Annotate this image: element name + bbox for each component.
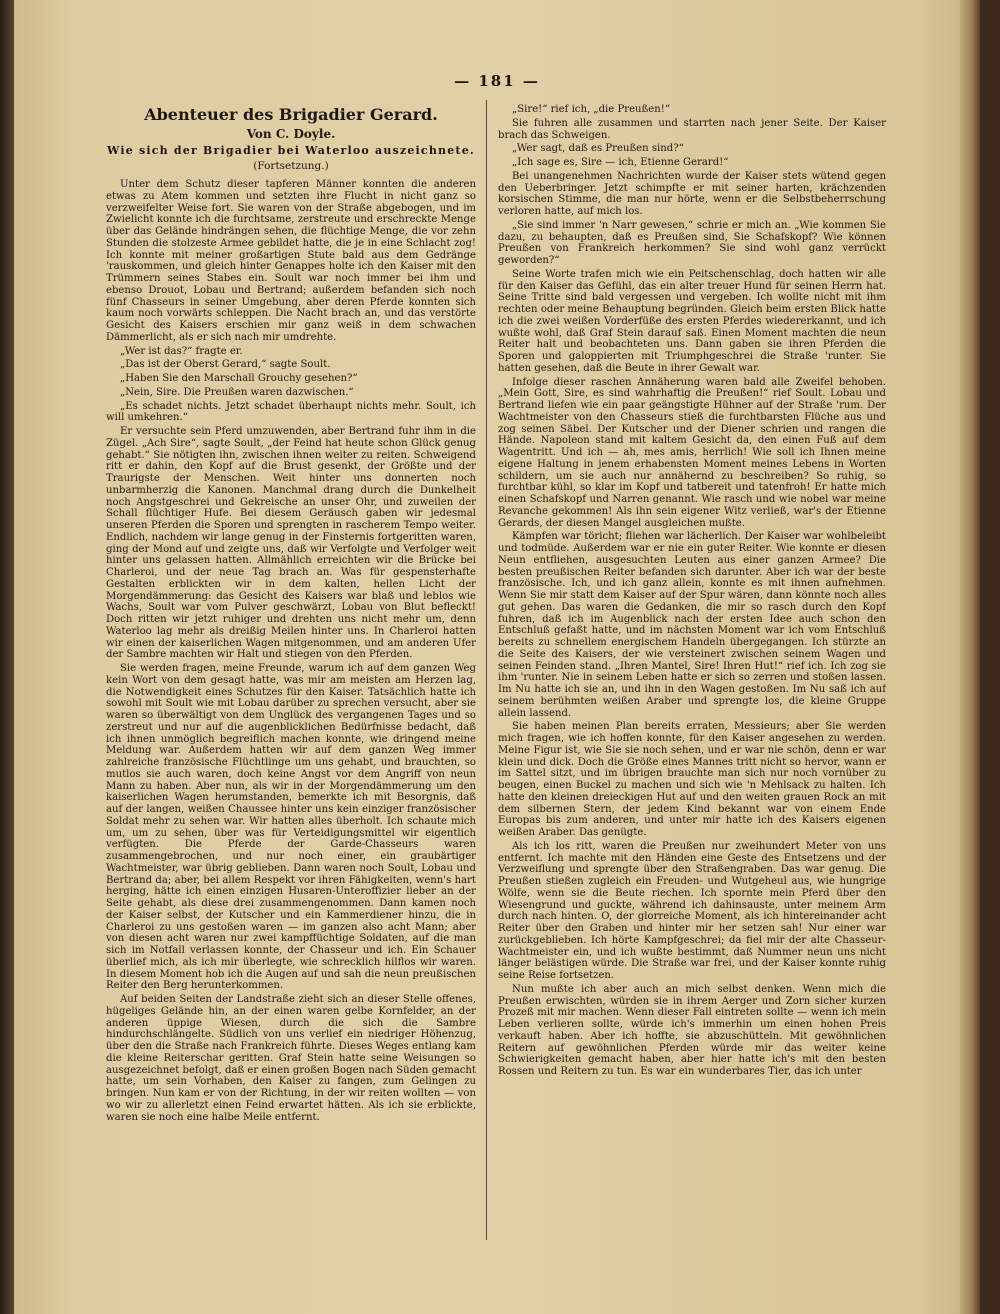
paragraph: „Wer sagt, daß es Preußen sind?“ [512, 143, 684, 155]
paragraph: „Sie sind immer 'n Narr gewesen,“ schrie er mich an. „Wie kommen Sie dazu, zu behaupten, daß es Preußen sind, Sie Schafskopf? Wie können Preußen von Frankreich herkommen? Sie sind wohl ganz verrückt geworden?“ [498, 219, 886, 266]
paragraph: Sie werden fragen, meine Freunde, warum ich auf dem ganzen Weg kein Wort von dem gesagt hatte, was mir am meisten am Herzen lag, die Notwendigkeit eines Schutzes für den Kaiser. Tatsächlich hatte ich sowohl mit Soult wie mit Lobau darüber zu sprechen versucht, aber sie waren so überwältigt von dem Unglück des vergangenen Tages und so zerstreut und nur auf die augenblicklichen Bedürfnisse bedacht, daß ich ihnen unmöglich begreiflich machen konnte, wie dringend meine Meldung war. Außerdem hatten wir auf dem ganzen Weg immer zahlreiche französische Flüchtlinge um uns gehabt, und brauchten, so mutlos sie auch waren, doch keine Angst vor dem Angriff von neun Mann zu haben. Aber nun, als wir in der Morgendämmerung um den kaiserlichen Wagen herumstanden, bemerkte ich mit Besorgnis, daß auf der langen, weißen Chaussee hinter uns kein einziger französischer Soldat mehr zu sehen war. Wir hatten alles überholt. Ich schaute mich um, um zu sehen, über was für Verteidigungsmittel wir eigentlich verfügten. Die Pferde der Garde-Chasseurs waren zusammengebrochen, und nur noch einer, ein graubärtiger Wachtmeister, war übrig geblieben. Dann waren noch Soult, Lobau und Bertrand da; aber, bei allem Respekt vor ihren Fähigkeiten, wenn's hart herging, hätte ich einen einzigen Husaren-Unteroffizier lieber an der Seite gehabt, als diese drei zusammengenommen. Dann kamen noch der Kaiser selbst, der Kutscher und ein Kammerdiener hinzu, die in Charleroi zu uns gestoßen waren — im ganzen also acht Mann; aber von diesen acht waren nur zwei kampffüchtige Soldaten, auf die man sich im Notfall verlassen konnte, der Chasseur und ich. Ein Schauer überlief mich, als ich mir überlegte, wie schrecklich hilflos wir waren. In diesem Moment hob ich die Augen auf und sah die neun preußischen Reiter den Berg herunterkommen. [106, 663, 476, 992]
continuation-note: (Fortsetzung.) [253, 160, 329, 172]
article-subtitle: Wie sich der Brigadier bei Waterloo auszeichnete. [107, 144, 475, 157]
paragraph: „Sire!“ rief ich, „die Preußen!“ [512, 104, 670, 115]
column-divider [486, 100, 487, 1240]
right-column [498, 104, 886, 1254]
paragraph: Er versuchte sein Pferd umzuwenden, aber Bertrand fuhr ihm in die Zügel. „Ach Sire“, sagte Soult, „der Feind hat heute schon Glück genug gehabt.“ Sie nötigten ihn, zwischen ihnen weiter zu reiten. Schweigend ritt er dahin, den Kopf auf die Brust gesenkt, der Größte und der Traurigste der Menschen. Weit hinter uns donnerten noch unbarmherzig die Kanonen. Manchmal drang durch die Dunkelheit noch Angstgeschrei und Gekreische an unser Ohr, und zuweilen der Schall flüchtiger Hufe. Bei diesem Geräusch gaben wir jedesmal unseren Pferden die Sporen und sprengten in rascherem Tempo weiter. Endlich, nachdem wir lange genug in der Finsternis fortgeritten waren, ging der Mond auf und zeigte uns, daß wir Verfolgte und Verfolger weit hinter uns gelassen hatten. Allmählich erreichten wir die Brücke bei Charleroi, und der neue Tag brach an. Was für gespensterhafte Gestalten erblickten wir in dem kalten, hellen Licht der Morgendämmerung: das Gesicht des Kaisers war blaß und leblos wie Wachs, Soult war vom Pulver geschwärzt, Lobau von Blut befleckt! Doch ritten wir jetzt ruhiger und drehten uns nicht mehr um, denn Waterloo lag mehr als dreißig Meilen hinter uns. In Charleroi hatten wir einen der kaiserlichen Wagen mitgenommen, und am anderen Ufer der Sambre machten wir Halt und stiegen von den Pferden. [106, 426, 476, 661]
paragraph: Nun mußte ich aber auch an mich selbst denken. Wenn mich die Preußen erwischten, würden sie in ihrem Aerger und Zorn sicher kurzen Prozeß mit mir machen. Wenn dieser Fall eintreten sollte — wenn ich mein Leben verlieren sollte, würde ich's immerhin um einen hohen Preis verkauft haben. Aber ich hoffte, sie abzuschütteln. Mit gewöhnlichen Reitern auf gewöhnlichen Pferden würde mir das weiter keine Schwierigkeiten gemacht haben, aber hier hatte ich's mit den besten Rossen und Reitern zu tun. Es war ein wunderbares Tier, das ich unter [498, 983, 886, 1077]
paragraph: „Nein, Sire. Die Preußen waren dazwischen.“ [120, 386, 354, 398]
paragraph: Als ich los ritt, waren die Preußen nur zweihundert Meter von uns entfernt. Ich machte mit den Händen eine Geste des Entsetzens und der Verzweiflung und sprengte über den Straßengraben. Das war genug. Die Preußen stießen zugleich ein Freuden- und Wutgeheul aus, wie hungrige Wölfe, wenn sie die Beute riechen. Ich spornte mein Pferd über den Wiesengrund und guckte, während ich dahinsauste, unter meinem Arm durch nach hinten. O, der glorreiche Moment, als ich hintereinander acht Reiter über den Graben und hinter mir her setzen sah! Nur einer war zurückgeblieben. Ich hörte Kampfgeschrei; da fiel mir der alte Chasseur-Wachtmeister ein, und ich wußte bestimmt, daß Nummer neun uns nicht länger belästigen würde. Die Straße war frei, und der Kaiser konnte ruhig seine Reise fortsetzen. [498, 840, 886, 981]
paragraph: „Ich sage es, Sire — ich, Etienne Gerard!“ [512, 157, 729, 168]
paragraph: Infolge dieser raschen Annäherung waren bald alle Zweifel behoben. „Mein Gott, Sire, es sind wahrhaftig die Preußen!“ rief Soult. Lobau und Bertrand liefen wie ein paar geängstigte Hühner auf der Straße 'rum. Der Wachtmeister von den Chasseurs stieß die furchtbarsten Flüche aus und zog seinen Säbel. Der Kutscher und der Diener schrien und rangen die Hände. Napoleon stand mit kaltem Gesicht da, den einen Fuß auf dem Wagentritt. Und ich — ah, mes amis, herrlich! Wie soll ich Ihnen meine eigene Haltung in jenem erhabensten Moment meines Lebens in Worten schildern, um sie auch nur annähernd zu beschreiben? So ruhig, so furchtbar kühl, so klar im Kopf und tatbereit und tatenfroh! Er hatte mich einen Schafskopf und Narren genannt. Wie rasch und wie nobel war meine Revanche gekommen! Als ihn sein eigener Witz verließ, war's der Etienne Gerards, der diesen Mangel ausgleichen mußte. [498, 376, 886, 529]
paragraph: Auf beiden Seiten der Landstraße zieht sich an dieser Stelle offenes, hügeliges Gelände hin, an der einen waren gelbe Kornfelder, an der anderen üppige Wiesen, durch die sich die Sambre hindurchschlängelte. Südlich von uns verlief ein niedriger Höhenzug, über den die Straße nach Frankreich führte. Dieses Weges entlang kam die kleine Reiterschar geritten. Graf Stein hatte seine Weisungen so ausgezeichnet befolgt, daß er einen großen Bogen nach Süden gemacht hatte, um sein Vorhaben, den Kaiser zu fangen, zum Gelingen zu bringen. Nun kam er von der Richtung, in der wir reiten wollten — von wo wir zu allerletzt einen Feind erwartet hätten. Als ich sie erblickte, waren sie noch eine halbe Meile entfernt. [106, 994, 476, 1123]
left-column [106, 104, 476, 1254]
page-number: — 181 — [454, 72, 540, 90]
article-author: Von C. Doyle. [246, 127, 336, 141]
paragraph: „Es schadet nichts. Jetzt schadet überhaupt nichts mehr. Soult, ich will umkehren.“ [106, 400, 476, 424]
paragraph: „Wer ist das?“ fragte er. [120, 345, 243, 357]
paragraph: Unter dem Schutz dieser tapferen Männer konnten die anderen etwas zu Atem kommen und setzten ihre Flucht in nicht ganz so verzweifelter Weise fort. Sie waren von der Straße abgebogen, und im Zwielicht konnte ich die furchtsame, zerstreute und erschreckte Menge über das Gelände hindrängen sehen, die flüchtige Menge, die vor zehn Stunden die stolzeste Armee gebildet hatte, die je in eine Schlacht zog! Ich konnte mit meiner großartigen Stute bald aus dem Gedränge 'rauskommen, und gleich hinter Genappes holte ich den Kaiser mit den Trümmern seines Stabes ein. Soult war noch immer bei ihm und ebenso Drouot, Lobau und Bertrand; außerdem befanden sich noch fünf Chasseurs in seiner Umgebung, aber deren Pferde konnten sich kaum noch vorwärts schleppen. Die Nacht brach an, und das verstörte Gesicht des Kaisers erschien mir ganz weiß in dem schwachen Dämmerlicht, als er sich nach mir umdrehte. [106, 179, 476, 343]
paragraph: Bei unangenehmen Nachrichten wurde der Kaiser stets wütend gegen den Ueberbringer. Jetzt schimpfte er mit seiner harten, krächzenden korsischen Stimme, die man nur hörte, wenn er die Selbstbeherrschung verloren hatte, auf mich los. [498, 170, 886, 217]
paragraph: „Haben Sie den Marschall Grouchy gesehen?“ [120, 373, 358, 384]
article-title: Abenteuer des Brigadier Gerard. [144, 105, 438, 124]
paragraph: Sie fuhren alle zusammen und starrten nach jener Seite. Der Kaiser brach das Schweigen. [498, 117, 886, 141]
page-edge [960, 0, 980, 1314]
book-page [14, 0, 980, 1314]
paragraph: Seine Worte trafen mich wie ein Peitschenschlag, doch hatten wir alle für den Kaiser das Gefühl, das ein alter treuer Hund für seinen Herrn hat. Seine Tritte sind bald vergessen und vergeben. Ich wollte nicht mit ihm rechten oder meine Behauptung begründen. Gleich beim ersten Blick hatte ich die zwei weißen Vorderfüße des ersten Pferdes wiedererkannt, und ich wußte wohl, daß Graf Stein darauf saß. Einen Moment machten die neun Reiter halt und beobachteten uns. Dann gaben sie ihren Pferden die Sporen und galoppierten mit Triumphgeschrei die Straße 'runter. Sie hatten gesehen, daß die Beute in ihrer Gewalt war. [498, 268, 886, 374]
paragraph: „Das ist der Oberst Gerard,“ sagte Soult. [120, 359, 331, 371]
book-spine [0, 0, 14, 1314]
paragraph: Kämpfen war töricht; fliehen war lächerlich. Der Kaiser war wohlbeleibt und todmüde. Außerdem war er nie ein guter Reiter. Wie konnte er diesen Neun entfliehen, ausgesuchten Leuten aus einer ganzen Armee? Die besten preußischen Reiter befanden sich darunter. Aber ich war der beste französische. Ich, und ich ganz allein, konnte es mit ihnen aufnehmen. Wenn Sie mir statt dem Kaiser auf der Spur wären, dann könnte noch alles gut gehen. Das waren die Gedanken, die mir so rasch durch den Kopf fuhren, daß ich im Augenblick nach der ersten Idee auch schon den Entschluß gefaßt hatte, und im nächsten Moment war ich vom Entschluß bereits zu schnellem energischem Handeln übergegangen. Ich stürzte an die Seite des Kaisers, der wie versteinert zwischen seinem Wagen und seinen Feinden stand. „Ihren Mantel, Sire! Ihren Hut!“ rief ich. Ich zog sie ihm 'runter. Nie in seinem Leben hatte er sich so zerren und stoßen lassen. Im Nu hatte ich sie an, und ihn in den Wagen gestoßen. Im Nu saß ich auf seinem berühmten weißen Araber und sprengte los, die kleine Gruppe allein lassend. [498, 531, 886, 719]
paragraph: Sie haben meinen Plan bereits erraten, Messieurs; aber Sie werden mich fragen, wie ich hoffen konnte, für den Kaiser angesehen zu werden. Meine Figur ist, wie Sie sie noch sehen, und er war nie schön, denn er war klein und dick. Doch die Größe eines Mannes tritt nicht so hervor, wann er im Sattel sitzt, und im übrigen brauchte man sich nur noch vornüber zu beugen, einen Buckel zu machen und sich wie 'n Mehlsack zu halten. Ich hatte den kleinen dreieckigen Hut auf und den weiten grauen Rock an mit dem silbernen Stern, der jedem Kind bekannt war von einem Ende Europas bis zum anderen, und unter mir hatte ich des Kaisers eigenen weißen Araber. Das genügte. [498, 721, 886, 838]
